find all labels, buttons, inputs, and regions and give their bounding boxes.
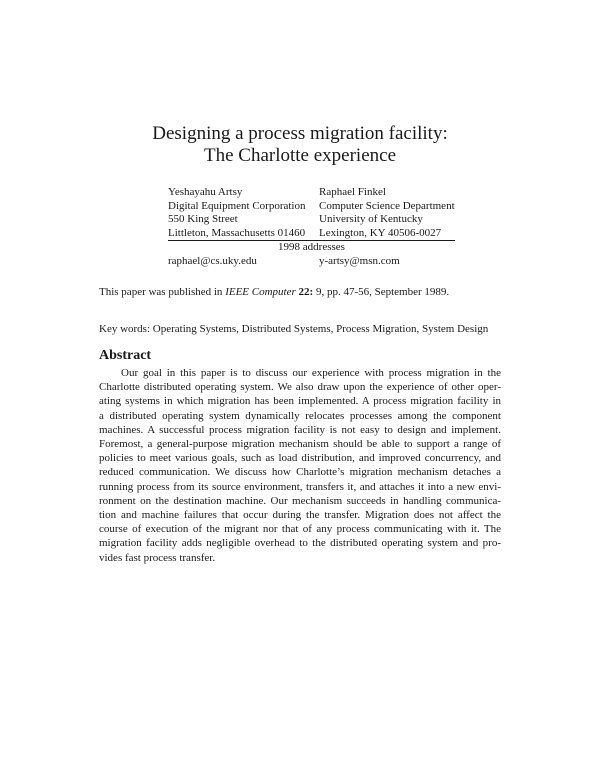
author-right [319, 186, 455, 240]
abstract-line: Charlotte distributed operating system. We also draw upon the experience of other oper- [99, 381, 501, 394]
abstract-line: Foremost, a general-purpose migration mechanism should be able to support a range of [99, 438, 501, 451]
addresses-label: 1998 addresses [278, 241, 345, 253]
keywords: Key words: Operating Systems, Distributed Systems, Process Migration, System Design [99, 323, 489, 335]
abstract-line: a distributed operating system dynamically relocates processes among the component [99, 409, 501, 422]
author-left-name: Yeshayahu Artsy [168, 186, 243, 198]
author-right-university: University of Kentucky [319, 213, 423, 225]
publication-note [99, 286, 449, 299]
journal-volume: 22: [298, 286, 314, 298]
author-left [168, 186, 305, 240]
journal-name: IEEE Computer [225, 286, 296, 298]
title-line-1: Designing a process migration facility: [152, 123, 448, 144]
publication-prefix: This paper was published in [99, 286, 226, 298]
abstract-line: tion and machine failures that occur during the transfer. Migration does not affect the [99, 509, 501, 522]
author-left-street: 550 King Street [168, 213, 238, 225]
abstract-line: vides fast process transfer. [99, 551, 216, 564]
publication-suffix: 9, pp. 47-56, September 1989. [313, 286, 450, 298]
author-left-city: Littleton, Massachusetts 01460 [168, 226, 306, 239]
abstract-line: running process from its source environment, transfers it, and attaches it into a new envi- [99, 480, 501, 493]
abstract-line: Our goal in this paper is to discuss our experience with process migration in the [121, 367, 501, 379]
email-right: y-artsy@msn.com [319, 255, 400, 267]
abstract-heading: Abstract [99, 348, 152, 363]
author-right-city: Lexington, KY 40506-0027 [319, 226, 442, 239]
abstract-line: ronment on the destination machine. Our mechanism succeeds in handling communica- [99, 494, 501, 507]
author-left-affiliation: Digital Equipment Corporation [168, 199, 306, 212]
author-right-department: Computer Science Department [319, 199, 455, 212]
abstract-body [99, 366, 501, 565]
title-line-2: The Charlotte experience [203, 145, 396, 166]
abstract-line: course of execution of the migrant nor that of any process communicating with it. The [99, 523, 501, 536]
abstract-line: policies to meet various goals, such as load distribution, and improved concurrency, and [99, 452, 501, 465]
abstract-line: migration facility adds negligible overhead to the distributed operating system and pro- [99, 537, 501, 550]
abstract-line: reduced communication. We discuss how Charlotte’s migration mechanism detaches a [99, 466, 501, 479]
abstract-line: machines. A successful process migration facility is not easy to design and implement. [99, 423, 501, 436]
abstract-line: ating systems in which migration has been implemented. A process migration facility in [99, 395, 501, 408]
author-right-name: Raphael Finkel [319, 186, 386, 198]
email-left: raphael@cs.uky.edu [168, 255, 257, 267]
paper-title [0, 123, 600, 167]
